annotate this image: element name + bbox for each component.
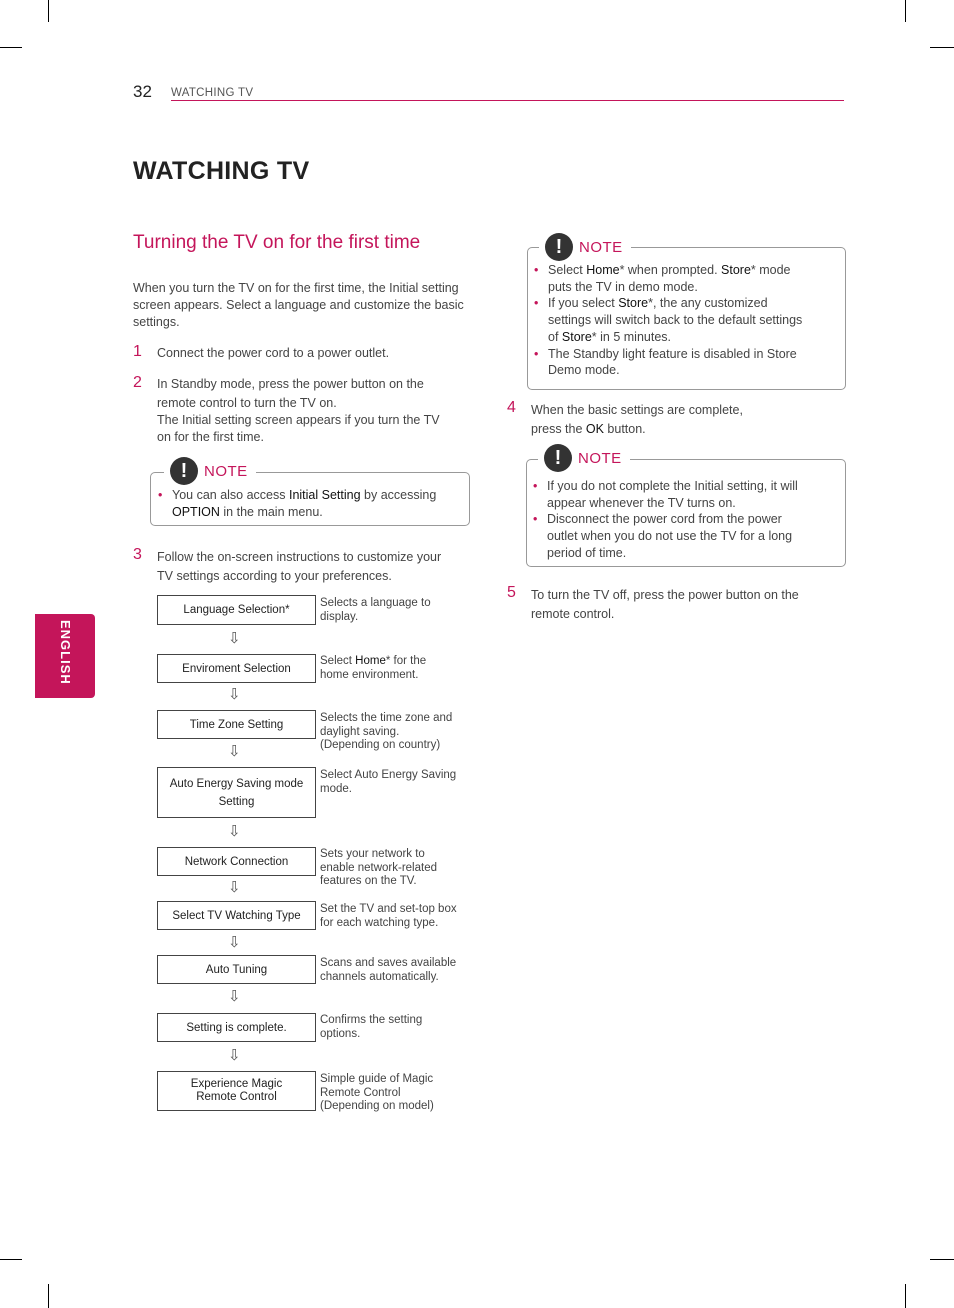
down-arrow-icon: ⇩	[228, 988, 241, 1005]
down-arrow-icon: ⇩	[228, 630, 241, 647]
crop-mark	[0, 47, 22, 48]
line: TV settings according to your preferences.	[157, 569, 392, 583]
language-tab-label: ENGLISH	[58, 620, 73, 685]
note-label: NOTE	[579, 238, 623, 256]
exclamation-icon: !	[170, 457, 198, 485]
step-text: Connect the power cord to a power outlet.	[157, 346, 390, 360]
flow-box-auto-tuning: Auto Tuning	[157, 955, 316, 984]
line: To turn the TV off, press the power button on the	[531, 588, 799, 602]
down-arrow-icon: ⇩	[228, 823, 241, 840]
crop-mark	[48, 0, 49, 22]
note-header	[538, 444, 630, 472]
note-item: • If you select Store*, the any customized settings will switch back to the default settings of Store* in 5 minutes.	[534, 295, 839, 345]
flow-box-magic-remote: Experience Magic Remote Control	[157, 1071, 316, 1111]
step-text	[157, 376, 477, 446]
flow-box-complete: Setting is complete.	[157, 1013, 316, 1042]
crop-mark	[905, 0, 906, 22]
flow-desc: Sets your network to enable network-related features on the TV.	[320, 848, 437, 887]
flow-desc: Select Auto Energy Saving mode.	[320, 769, 457, 795]
page-number: 32	[133, 82, 152, 101]
flow-desc: Simple guide of Magic Remote Control (Depending on model)	[320, 1073, 434, 1112]
step-number: 2	[133, 374, 142, 391]
step-number: 3	[133, 546, 142, 563]
line: When the basic settings are complete,	[531, 403, 743, 417]
note-item: • You can also access Initial Setting by accessing OPTION in the main menu.	[158, 487, 463, 520]
note-item: • The Standby light feature is disabled in Store Demo mode.	[534, 346, 839, 379]
line: press the OK button.	[531, 422, 646, 436]
down-arrow-icon: ⇩	[228, 879, 241, 896]
flow-desc: Scans and saves available channels automatically.	[320, 957, 457, 983]
line: The Initial setting screen appears if you turn the TV	[157, 413, 440, 427]
note-item: • If you do not complete the Initial setting, it will appear whenever the TV turns on.	[533, 478, 838, 511]
intro-paragraph: When you turn the TV on for the first time, the Initial setting screen appears. Select a language and customize the basic settings.	[133, 281, 464, 329]
note-item: • Select Home* when prompted. Store* mode puts the TV in demo mode.	[534, 262, 839, 295]
note-label: NOTE	[578, 449, 622, 467]
flow-box-timezone: Time Zone Setting	[157, 710, 316, 739]
running-title: WATCHING TV	[171, 87, 254, 99]
step-number: 4	[507, 399, 516, 416]
down-arrow-icon: ⇩	[228, 743, 241, 760]
note-header	[539, 233, 631, 261]
down-arrow-icon: ⇩	[228, 1047, 241, 1064]
flow-box-network: Network Connection	[157, 847, 316, 876]
step-text	[157, 548, 477, 586]
note-item: • Disconnect the power cord from the power outlet when you do not use the TV for a long period of time.	[533, 511, 838, 561]
section-title: Turning the TV on for the first time	[133, 232, 421, 253]
exclamation-icon: !	[544, 444, 572, 472]
note-list	[533, 478, 838, 562]
down-arrow-icon: ⇩	[228, 934, 241, 951]
line: remote control.	[531, 607, 615, 621]
line: Follow the on-screen instructions to customize your	[157, 550, 442, 564]
flow-desc: Selects a language to display.	[320, 597, 431, 623]
header-rule	[171, 100, 844, 101]
ok-key: OK	[585, 422, 604, 436]
crop-mark	[930, 1259, 954, 1260]
flow-desc: Select Home* for the home environment.	[320, 655, 427, 681]
step-number: 5	[507, 584, 516, 601]
flow-desc: Selects the time zone and daylight saving. (Depending on country)	[320, 712, 453, 751]
note-list	[158, 487, 463, 520]
exclamation-icon: !	[545, 233, 573, 261]
step-text	[531, 401, 841, 439]
crop-mark	[930, 47, 954, 48]
flow-desc: Confirms the setting options.	[320, 1014, 423, 1040]
step-number: 1	[133, 343, 142, 360]
flow-box-watching-type: Select TV Watching Type	[157, 901, 316, 930]
flow-box-energy: Auto Energy Saving mode Setting	[157, 767, 316, 818]
note-list	[534, 262, 839, 379]
step-text	[531, 586, 841, 624]
note-header	[164, 457, 256, 485]
crop-mark	[48, 1284, 49, 1308]
flow-desc: Set the TV and set-top box for each watching type.	[320, 903, 457, 929]
down-arrow-icon: ⇩	[228, 686, 241, 703]
line: In Standby mode, press the power button on the	[157, 377, 424, 391]
crop-mark	[905, 1284, 906, 1308]
flow-box-language: Language Selection*	[157, 595, 316, 625]
line: remote control to turn the TV on.	[157, 396, 337, 410]
flow-box-environment: Enviroment Selection	[157, 654, 316, 683]
page-title: WATCHING TV	[133, 157, 310, 185]
line: on for the first time.	[157, 430, 264, 444]
crop-mark	[0, 1259, 22, 1260]
note-label: NOTE	[204, 462, 248, 480]
